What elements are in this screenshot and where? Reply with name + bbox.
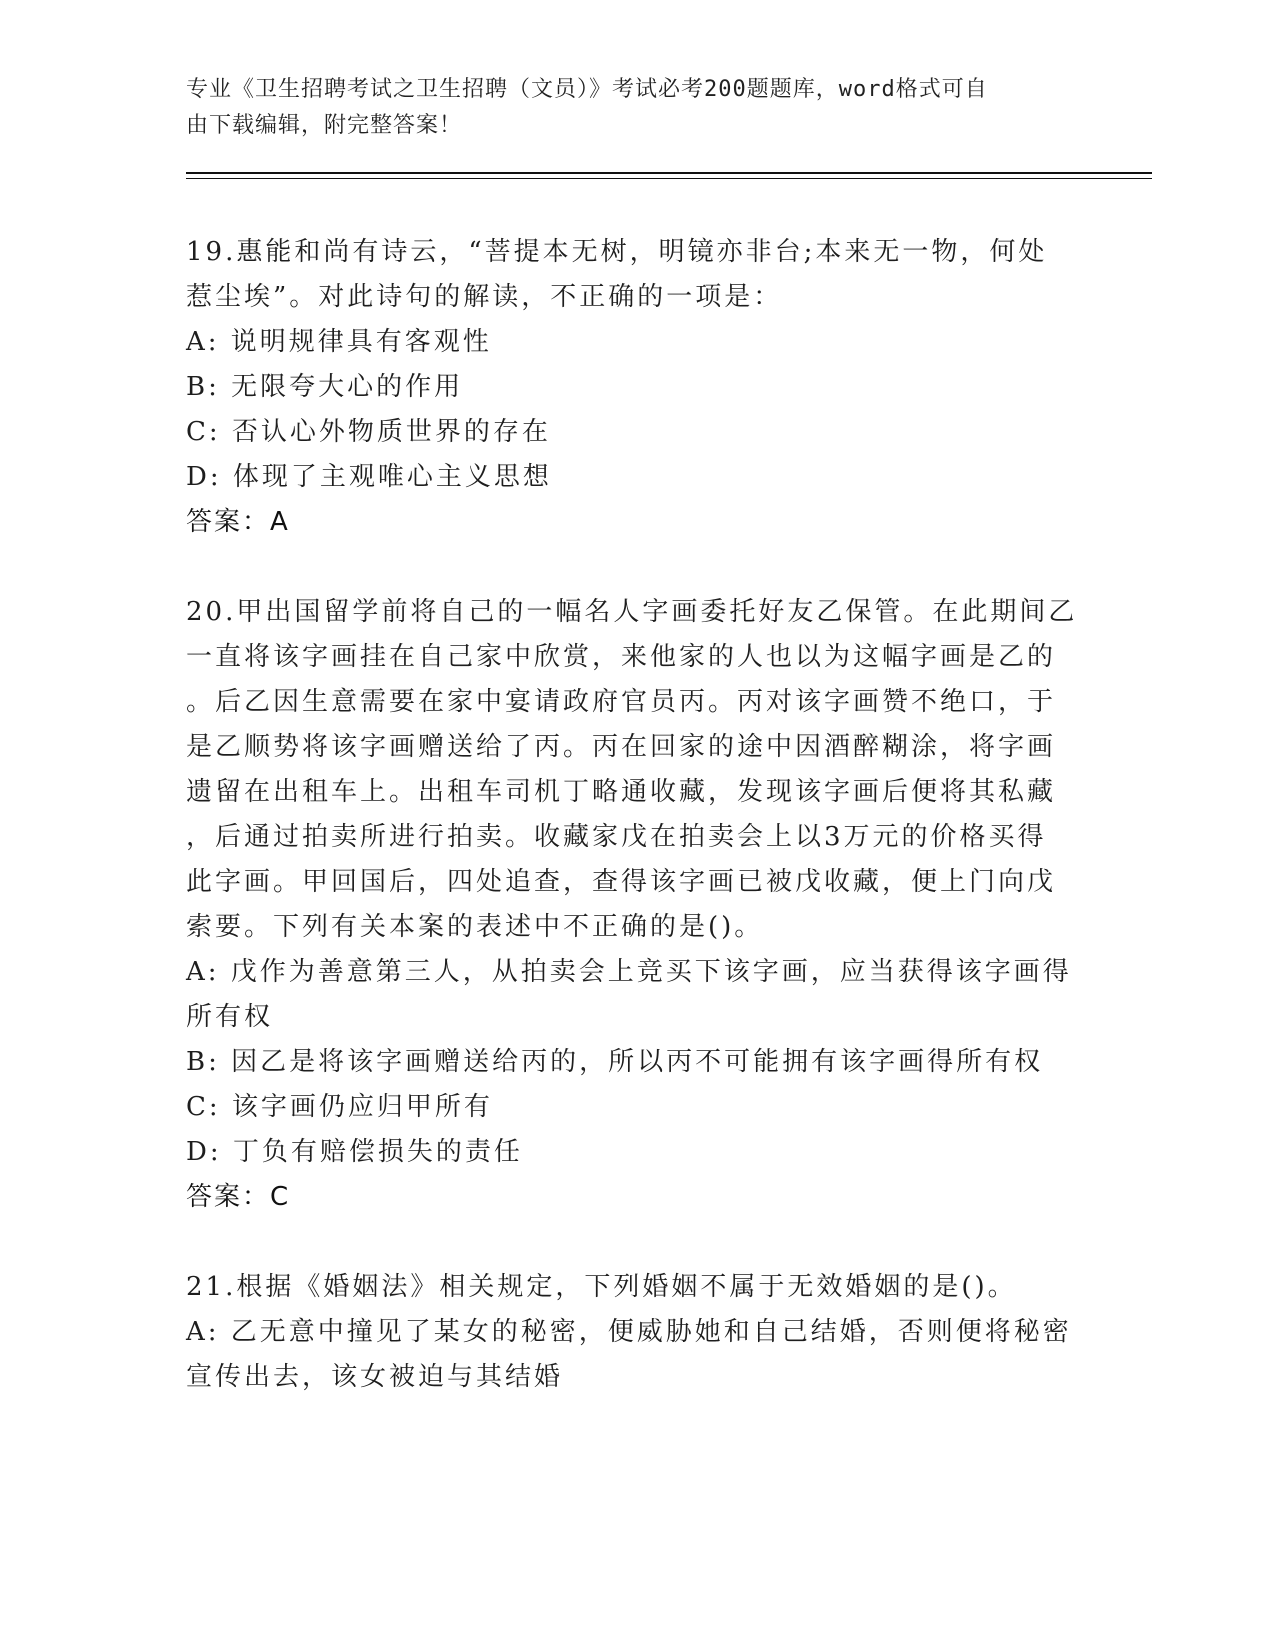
header-line-2: 由下载编辑，附完整答案！ bbox=[186, 113, 463, 138]
option-a-continued: 宣传出去，该女被迫与其结婚 bbox=[186, 1362, 564, 1392]
document-body bbox=[186, 230, 1086, 1400]
question-text-line: 此字画。甲回国后，四处追查，查得该字画已被戊收藏，便上门向戊 bbox=[186, 867, 1057, 897]
option-d: D: 丁负有赔偿损失的责任 bbox=[186, 1137, 523, 1167]
question-text-line: 是乙顺势将该字画赠送给了丙。丙在回家的途中因酒醉糊涂，将字画 bbox=[186, 732, 1057, 762]
header-line-1: 专业《卫生招聘考试之卫生招聘（文员）》考试必考200题题库，word格式可自 bbox=[186, 77, 988, 102]
option-a: A: 戊作为善意第三人，从拍卖会上竞买下该字画，应当获得该字画得 bbox=[186, 957, 1072, 987]
question-19 bbox=[186, 230, 1086, 545]
option-a: A: 说明规律具有客观性 bbox=[186, 327, 492, 357]
option-d: D: 体现了主观唯心主义思想 bbox=[186, 462, 552, 492]
option-c: C: 否认心外物质世界的存在 bbox=[186, 417, 551, 447]
header-divider-thin bbox=[186, 178, 1152, 179]
document-header bbox=[186, 72, 1066, 144]
option-a-continued: 所有权 bbox=[186, 1002, 274, 1032]
question-text-line: ，后通过拍卖所进行拍卖。收藏家戊在拍卖会上以3万元的价格买得 bbox=[186, 822, 1047, 852]
question-text-line: 21.根据《婚姻法》相关规定，下列婚姻不属于无效婚姻的是()。 bbox=[186, 1272, 1017, 1302]
option-b: B: 无限夸大心的作用 bbox=[186, 372, 464, 402]
question-text-line: 20.甲出国留学前将自己的一幅名人字画委托好友乙保管。在此期间乙 bbox=[186, 597, 1078, 627]
header-divider-thick bbox=[186, 172, 1152, 174]
question-21 bbox=[186, 1265, 1086, 1400]
question-text-line: 索要。下列有关本案的表述中不正确的是()。 bbox=[186, 912, 764, 942]
spacer bbox=[186, 1220, 1086, 1265]
option-c: C: 该字画仍应归甲所有 bbox=[186, 1092, 493, 1122]
question-20 bbox=[186, 590, 1086, 1220]
question-text-line: 一直将该字画挂在自己家中欣赏，来他家的人也以为这幅字画是乙的 bbox=[186, 642, 1057, 672]
answer-label: 答案：A bbox=[186, 507, 290, 537]
question-text-line: 遗留在出租车上。出租车司机丁略通收藏，发现该字画后便将其私藏 bbox=[186, 777, 1057, 807]
option-b: B: 因乙是将该字画赠送给丙的，所以丙不可能拥有该字画得所有权 bbox=[186, 1047, 1044, 1077]
question-text-line: 。后乙因生意需要在家中宴请政府官员丙。丙对该字画赞不绝口，于 bbox=[186, 687, 1057, 717]
spacer bbox=[186, 545, 1086, 590]
option-a: A: 乙无意中撞见了某女的秘密，便威胁她和自己结婚，否则便将秘密 bbox=[186, 1317, 1072, 1347]
answer-label: 答案：C bbox=[186, 1182, 291, 1212]
question-text-line: 19.惠能和尚有诗云，“菩提本无树，明镜亦非台;本来无一物，何处 bbox=[186, 237, 1048, 267]
question-text-line: 惹尘埃”。对此诗句的解读，不正确的一项是： bbox=[186, 282, 783, 312]
